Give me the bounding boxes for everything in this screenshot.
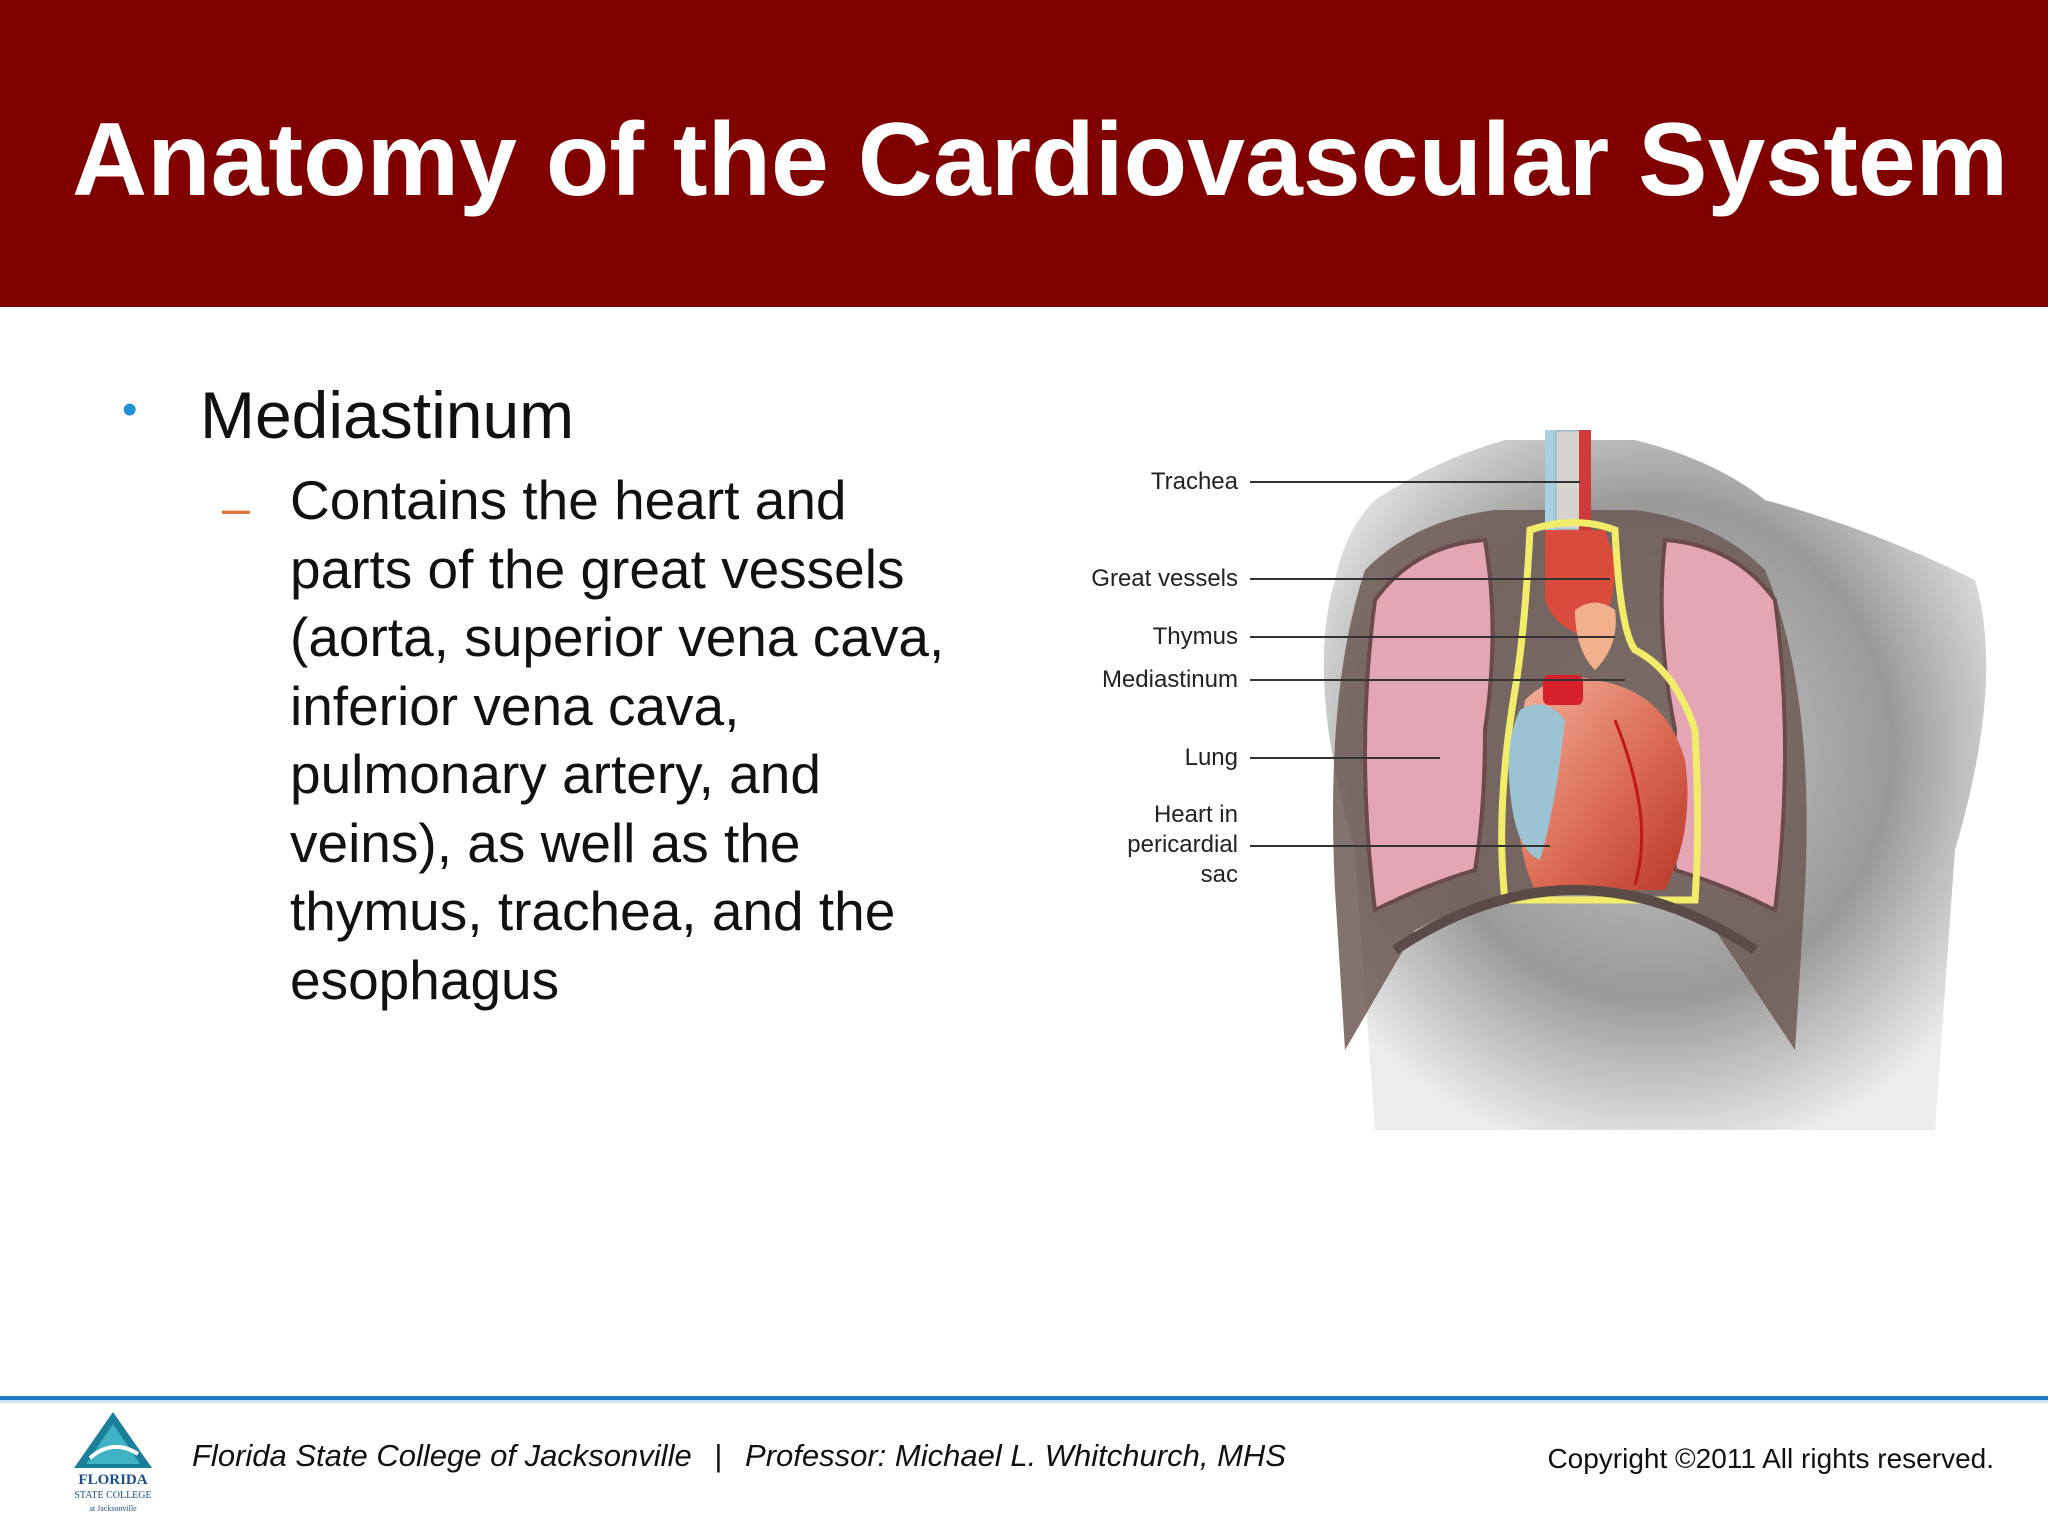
slide-title: Anatomy of the Cardiovascular System	[72, 102, 2009, 218]
left-lung	[1365, 540, 1493, 910]
label-thymus: Thymus	[1152, 623, 1238, 650]
sub-bullet-line: (aorta, superior vena cava,	[290, 606, 945, 668]
dash-icon: –	[222, 480, 250, 536]
footer-professor: Professor: Michael L. Whitchurch, MHS	[745, 1438, 1286, 1473]
sub-bullet-line: parts of the great vessels	[290, 537, 905, 600]
vessel-stripe-blue	[1545, 430, 1555, 530]
label-heart-line: sac	[1200, 861, 1238, 888]
label-heart	[1127, 800, 1238, 890]
logo-text: STATE COLLEGE	[74, 1490, 152, 1501]
footer-credit	[192, 1438, 1286, 1474]
label-heart-line: Heart in	[1153, 801, 1238, 828]
bullet-mediastinum: Mediastinum	[200, 378, 575, 452]
footer-institution: Florida State College of Jacksonville	[192, 1438, 692, 1473]
logo-text: at Jacksonville	[89, 1504, 137, 1513]
sub-bullet-line: esophagus	[290, 948, 560, 1011]
label-lung: Lung	[1184, 744, 1238, 771]
label-trachea: Trachea	[1150, 468, 1238, 495]
label-mediastinum: Mediastinum	[1101, 666, 1238, 693]
label-heart-line: pericardial	[1127, 831, 1238, 858]
logo-text: FLORIDA	[78, 1472, 148, 1488]
title-bar	[0, 0, 2048, 307]
sub-bullet-line: Contains the heart and	[290, 469, 847, 531]
sub-bullet-text	[290, 466, 1050, 1014]
chest-illustration	[1075, 430, 2015, 1130]
footer-separator: |	[714, 1438, 723, 1473]
vessel-stripe	[1579, 430, 1591, 530]
label-great-vessels: Great vessels	[1091, 565, 1238, 592]
sub-bullet-line: veins), as well as the	[290, 811, 801, 874]
sub-bullet-line: inferior vena cava,	[290, 674, 740, 737]
chest-anatomy-figure	[1075, 430, 2015, 1130]
sub-bullet-line: thymus, trachea, and the	[290, 880, 896, 942]
college-logo	[68, 1408, 158, 1520]
footer-divider-light	[0, 1400, 2048, 1403]
trachea-structure	[1555, 430, 1581, 530]
sub-bullet-line: pulmonary artery, and	[290, 743, 821, 805]
logo-icon	[68, 1408, 158, 1472]
footer-copyright: Copyright ©2011 All rights reserved.	[1547, 1443, 1994, 1474]
bullet-icon: •	[122, 385, 138, 434]
right-lung	[1662, 540, 1785, 910]
